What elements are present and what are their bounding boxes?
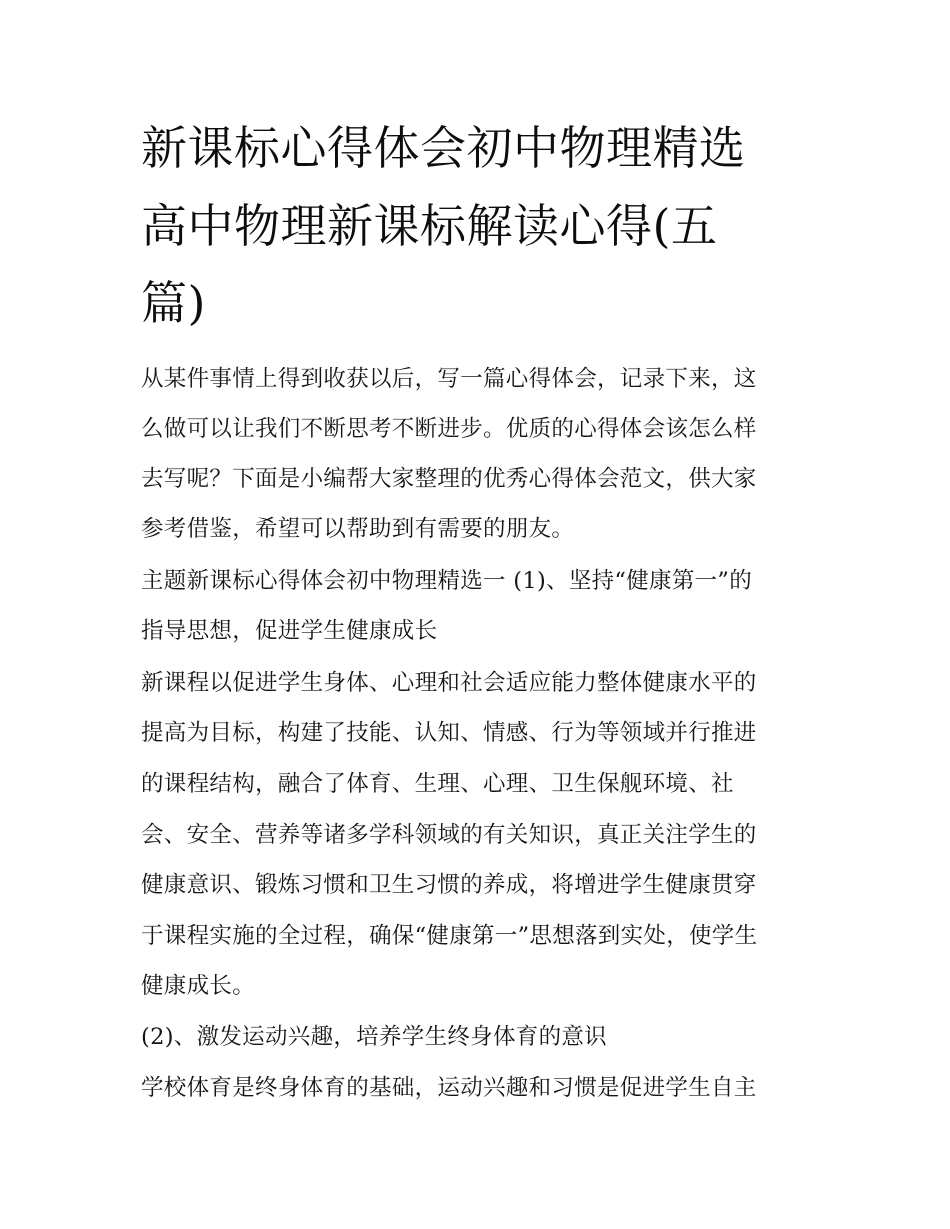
title-line: 篇) [141, 276, 206, 330]
text-line: 新课程以促进学生身体、心理和社会适应能力整体健康水平的 [141, 670, 757, 696]
text-line: 的课程结构，融合了体育、生理、心理、卫生保舰环境、社 [141, 771, 734, 797]
heading-line: 指导思想，促进学生健康成长 [141, 618, 438, 644]
text-line: 参考借鉴，希望可以帮助到有需要的朋友。 [141, 516, 575, 542]
text-line: 提高为目标，构建了技能、认知、情感、行为等领域并行推进 [141, 720, 757, 746]
text-line: 从某件事情上得到收获以后，写一篇心得体会，记录下来，这 [141, 366, 757, 392]
title-line: 新课标心得体会初中物理精选 [141, 121, 746, 175]
text-line: 学校体育是终身体育的基础，运动兴趣和习惯是促进学生自主 [141, 1075, 757, 1101]
text-line: 健康成长。 [141, 973, 256, 999]
text-line: 去写呢？下面是小编帮大家整理的优秀心得体会范文，供大家 [141, 466, 757, 492]
title-line: 高中物理新课标解读心得(五 [141, 199, 718, 253]
text-line: 于课程实施的全过程，确保“健康第一”思想落到实处，使学生 [141, 923, 758, 949]
heading-line: 主题新课标心得体会初中物理精选一 (1)、坚持“健康第一”的 [141, 568, 753, 594]
text-line: 么做可以让我们不断思考不断进步。优质的心得体会该怎么样 [141, 416, 757, 442]
text-line: 健康意识、锻炼习惯和卫生习惯的养成，将增进学生健康贯穿 [141, 872, 757, 898]
text-line: 会、安全、营养等诸多学科领域的有关知识，真正关注学生的 [141, 822, 757, 848]
heading-line: (2)、激发运动兴趣，培养学生终身体育的意识 [141, 1024, 607, 1050]
